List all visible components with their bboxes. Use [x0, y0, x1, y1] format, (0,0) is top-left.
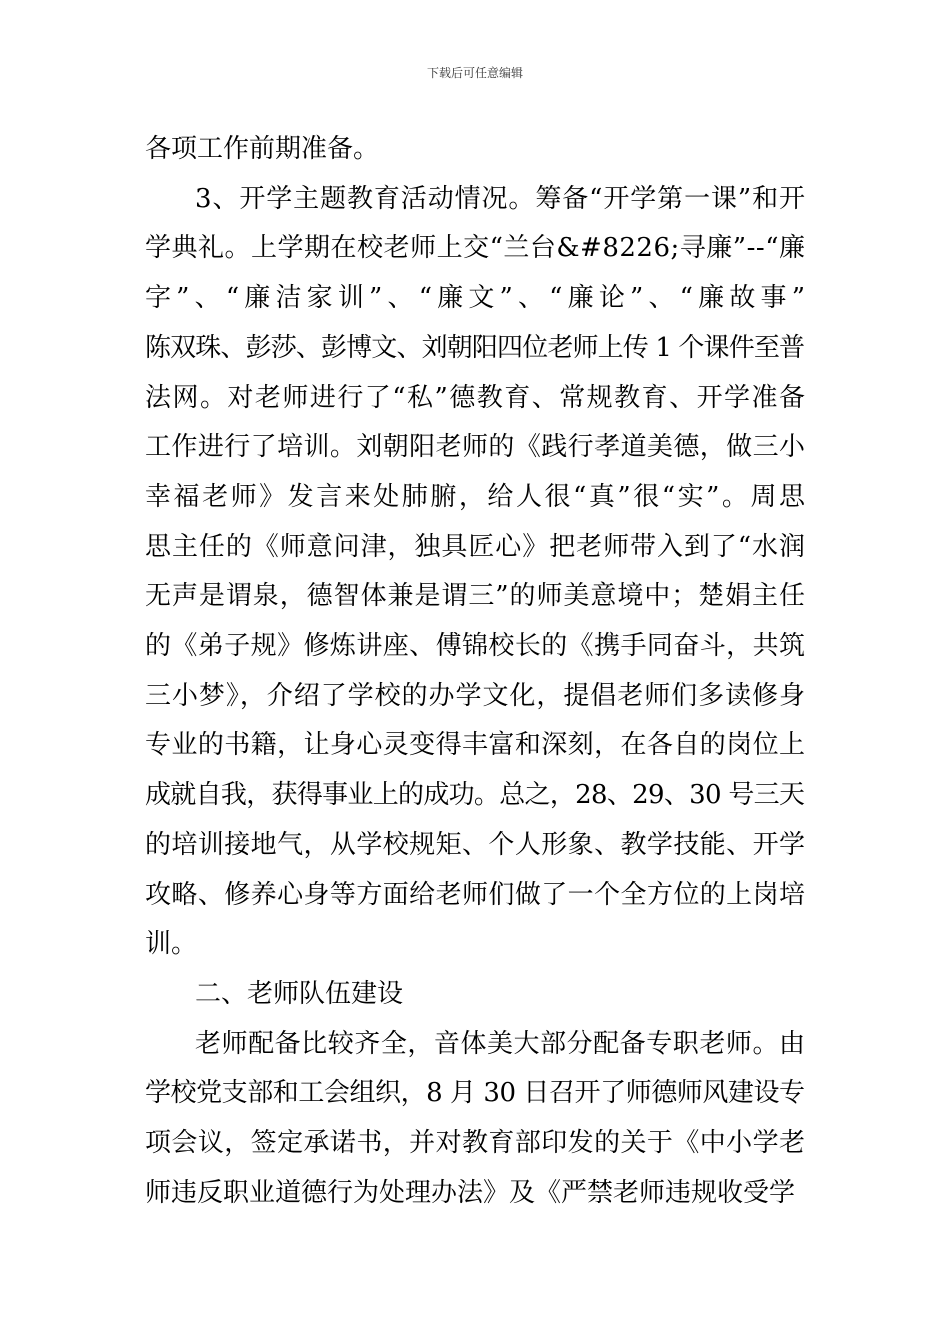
text-line: 攻略、修养心身等方面给老师们做了一个全方位的上岗培 [145, 879, 806, 910]
text-line: 3、开学主题教育活动情况。筹备“开学第一课”和开 [195, 183, 806, 214]
text-line: 各项工作前期准备。 [145, 134, 380, 164]
text-line: 训。 [145, 929, 198, 960]
text-line: 法网。对老师进行了“私”德教育、常规教育、开学准备 [145, 382, 807, 413]
text-line: 的培训接地气，从学校规矩、个人形象、教学技能、开学 [145, 829, 806, 860]
text-line: 字”、“廉洁家训”、“廉文”、“廉论”、“廉故事” [145, 283, 811, 314]
text-line: 思主任的《师意问津，独具匠心》把老师带入到了“水润 [145, 531, 806, 562]
text-line: 专业的书籍，让身心灵变得丰富和深刻，在各自的岗位上 [145, 730, 806, 761]
text-line: 工作进行了培训。刘朝阳老师的《践行孝道美德，做三小 [145, 432, 806, 463]
text-line: 成就自我，获得事业上的成功。总之，28、29、30 号三天 [145, 780, 805, 811]
text-line: 项会议，签定承诺书，并对教育部印发的关于《中小学老 [145, 1128, 806, 1158]
text-line: 学典礼。上学期在校老师上交“兰台&#8226;寻廉”--“廉 [145, 233, 806, 264]
text-line: 陈双珠、彭莎、彭博文、刘朝阳四位老师上传 1 个课件至普 [145, 332, 805, 363]
text-line: 老师配备比较齐全，音体美大部分配备专职老师。由 [195, 1028, 806, 1059]
text-line: 学校党支部和工会组织，8 月 30 日召开了师德师风建设专 [145, 1078, 805, 1109]
page-header: 下载后可任意编辑 [426, 66, 523, 80]
text-line: 师违反职业道德行为处理办法》及《严禁老师违规收受学 [145, 1177, 796, 1208]
text-line: 幸福老师》发言来处肺腑，给人很“真”很“实”。周思 [145, 481, 808, 512]
text-line: 三小梦》，介绍了学校的办学文化，提倡老师们多读修身 [145, 680, 806, 711]
text-line: 的《弟子规》修炼讲座、傅锦校长的《携手同奋斗，共筑 [145, 631, 806, 661]
text-line: 二、老师队伍建设 [195, 978, 404, 1009]
text-line: 无声是谓泉，德智体兼是谓三”的师美意境中；楚娟主任 [145, 581, 806, 612]
